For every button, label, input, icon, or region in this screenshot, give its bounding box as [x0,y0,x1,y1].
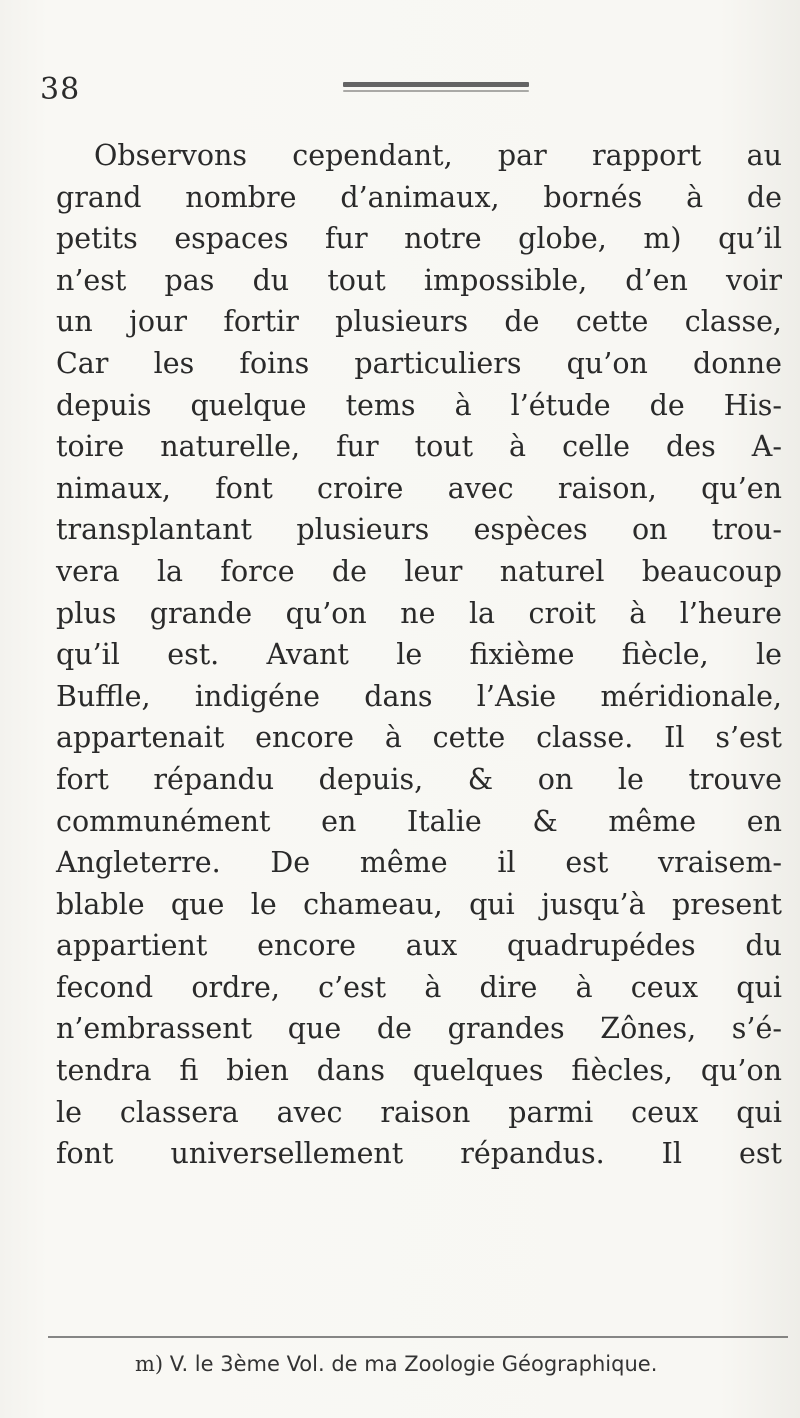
footnote-rule [48,1336,788,1338]
text-line: depuis quelque tems à l’étude de His- [56,388,782,422]
text-line: transplantant plusieurs espèces on trou- [56,513,782,547]
text-line: tendra fi bien dans quelques fiècles, qu’on [56,1054,782,1088]
header-rule [343,82,529,87]
footnote-marker: m) [135,1352,164,1376]
text-line: appartenait encore à cette classe. Il s’est [56,721,782,755]
text-line: un jour fortir plusieurs de cette classe, [56,305,782,339]
header-rule-thin [343,90,529,92]
text-line: n’est pas du tout impossible, d’en voir [56,263,782,297]
text-line: Observons cependant, par rapport au [94,139,782,172]
page-number: 38 [40,72,81,107]
text-line: font universellement répandus. Il est [56,1137,782,1171]
footnote-text: V. le 3ème Vol. de ma Zoologie Géographique. [169,1352,658,1376]
text-line: qu’il est. Avant le fixième fiècle, le [56,638,782,672]
text-line: n’embrassent que de grandes Zônes, s’é- [56,1012,782,1046]
text-line: toire naturelle, fur tout à celle des A- [56,430,782,464]
text-line: appartient encore aux quadrupédes du [56,929,782,963]
body-text [56,135,782,1175]
text-line: communément en Italie & même en [56,804,782,838]
text-line: nimaux, font croire avec raison, qu’en [56,471,782,505]
text-line: Angleterre. De même il est vraisem- [56,846,782,880]
text-line: grand nombre d’animaux, bornés à de [56,180,782,214]
text-line: fort répandu depuis, & on le trouve [56,762,782,796]
footnote [135,1352,657,1376]
text-line: blable que le chameau, qui jusqu’à present [56,887,782,921]
text-line: vera la force de leur naturel beaucoup [56,554,782,588]
text-line: Buffle, indigéne dans l’Asie méridionale, [56,679,782,713]
text-line: fecond ordre, c’est à dire à ceux qui [56,970,782,1004]
text-line: petits espaces fur notre globe, m) qu’il [56,222,782,256]
text-line: Car les foins particuliers qu’on donne [56,346,782,380]
text-line: le classera avec raison parmi ceux qui [56,1095,782,1129]
text-line: plus grande qu’on ne la croit à l’heure [56,596,782,630]
